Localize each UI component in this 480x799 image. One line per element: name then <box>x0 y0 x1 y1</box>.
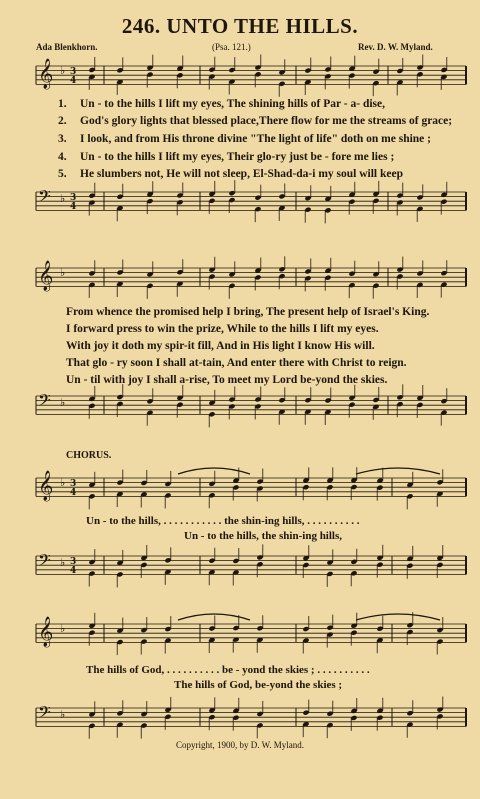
time-signature: 3 <box>70 479 77 489</box>
flat-icon: ♭ <box>60 708 66 721</box>
verse-line: With joy it doth my spir-it fill, And in His light I know His will. <box>66 340 375 352</box>
time-signature: 3 <box>70 557 77 567</box>
chorus-label: CHORUS. <box>66 450 112 461</box>
flat-icon: ♭ <box>60 556 66 569</box>
chorus-lyric: Un - to the hills, the shin-ing hills, <box>184 530 343 542</box>
bass-clef-icon: 𝄢 <box>38 550 51 574</box>
time-signature: 4 <box>70 566 77 576</box>
flat-icon: ♭ <box>60 192 66 205</box>
hymn-name: UNTO THE HILLS. <box>166 14 359 38</box>
flat-icon: ♭ <box>60 396 66 409</box>
verse-line: That glo - ry soon I shall at-tain, And enter there with Christ to reign. <box>66 357 407 369</box>
scripture-reference: (Psa. 121.) <box>212 42 251 52</box>
flat-icon: ♭ <box>60 476 66 489</box>
treble-clef-icon: 𝄞 <box>38 59 54 89</box>
verse-line: 2. God's glory lights that blessed place,There flow for me the streams of grace; <box>58 115 453 127</box>
verse-line: 4. Un - to the hills I lift my eyes, Their glo-ry just be - fore me lies ; <box>58 151 395 163</box>
lyricist-credit: Ada Blenkhorn. <box>36 42 98 52</box>
bass-clef-icon: 𝄢 <box>38 186 51 210</box>
verse-line: Un - til with joy I shall a-rise, To meet my Lord be-yond the skies. <box>66 374 388 386</box>
time-signature: 4 <box>70 488 77 498</box>
chorus-lyric: The hills of God, be-yond the skies ; <box>174 679 343 691</box>
flat-icon: ♭ <box>60 622 66 635</box>
flat-icon: ♭ <box>60 64 66 77</box>
time-signature: 4 <box>70 202 77 212</box>
flat-icon: ♭ <box>60 266 66 279</box>
verse-line: I forward press to win the prize, While to the hills I lift my eyes. <box>66 323 379 335</box>
chorus-lyric: The hills of God, . . . . . . . . . . be - yond the skies ; . . . . . . . . . . <box>86 664 370 676</box>
verse-line: 1. Un - to the hills I lift my eyes, The shining hills of Par - a- dise, <box>58 98 385 110</box>
time-signature: 4 <box>70 76 77 86</box>
tie-arc <box>356 614 440 620</box>
hymn-number: 246. <box>121 14 161 38</box>
tie-arc <box>356 468 440 474</box>
copyright-notice: Copyright, 1900, by D. W. Myland. <box>175 740 304 750</box>
hymn-title <box>0 14 480 39</box>
verse-line: From whence the promised help I bring, The present help of Israel's King. <box>66 306 430 318</box>
treble-clef-icon: 𝄞 <box>38 261 54 291</box>
treble-clef-icon: 𝄞 <box>38 617 54 647</box>
time-signature: 3 <box>70 67 77 77</box>
treble-clef-icon: 𝄞 <box>38 471 54 501</box>
composer-credit: Rev. D. W. Myland. <box>358 42 433 52</box>
bass-clef-icon: 𝄢 <box>38 702 51 726</box>
verse-line: 3. I look, and from His throne divine "The light of life" doth on me shine ; <box>58 133 431 145</box>
bass-clef-icon: 𝄢 <box>38 390 51 414</box>
time-signature: 3 <box>70 193 77 203</box>
verse-line: 5. He slumbers not, He will not sleep, El-Shad-da-i my soul will keep <box>58 168 403 180</box>
chorus-lyric: Un - to the hills, . . . . . . . . . . . the shin-ing hills, . . . . . . . . . . <box>86 515 360 527</box>
